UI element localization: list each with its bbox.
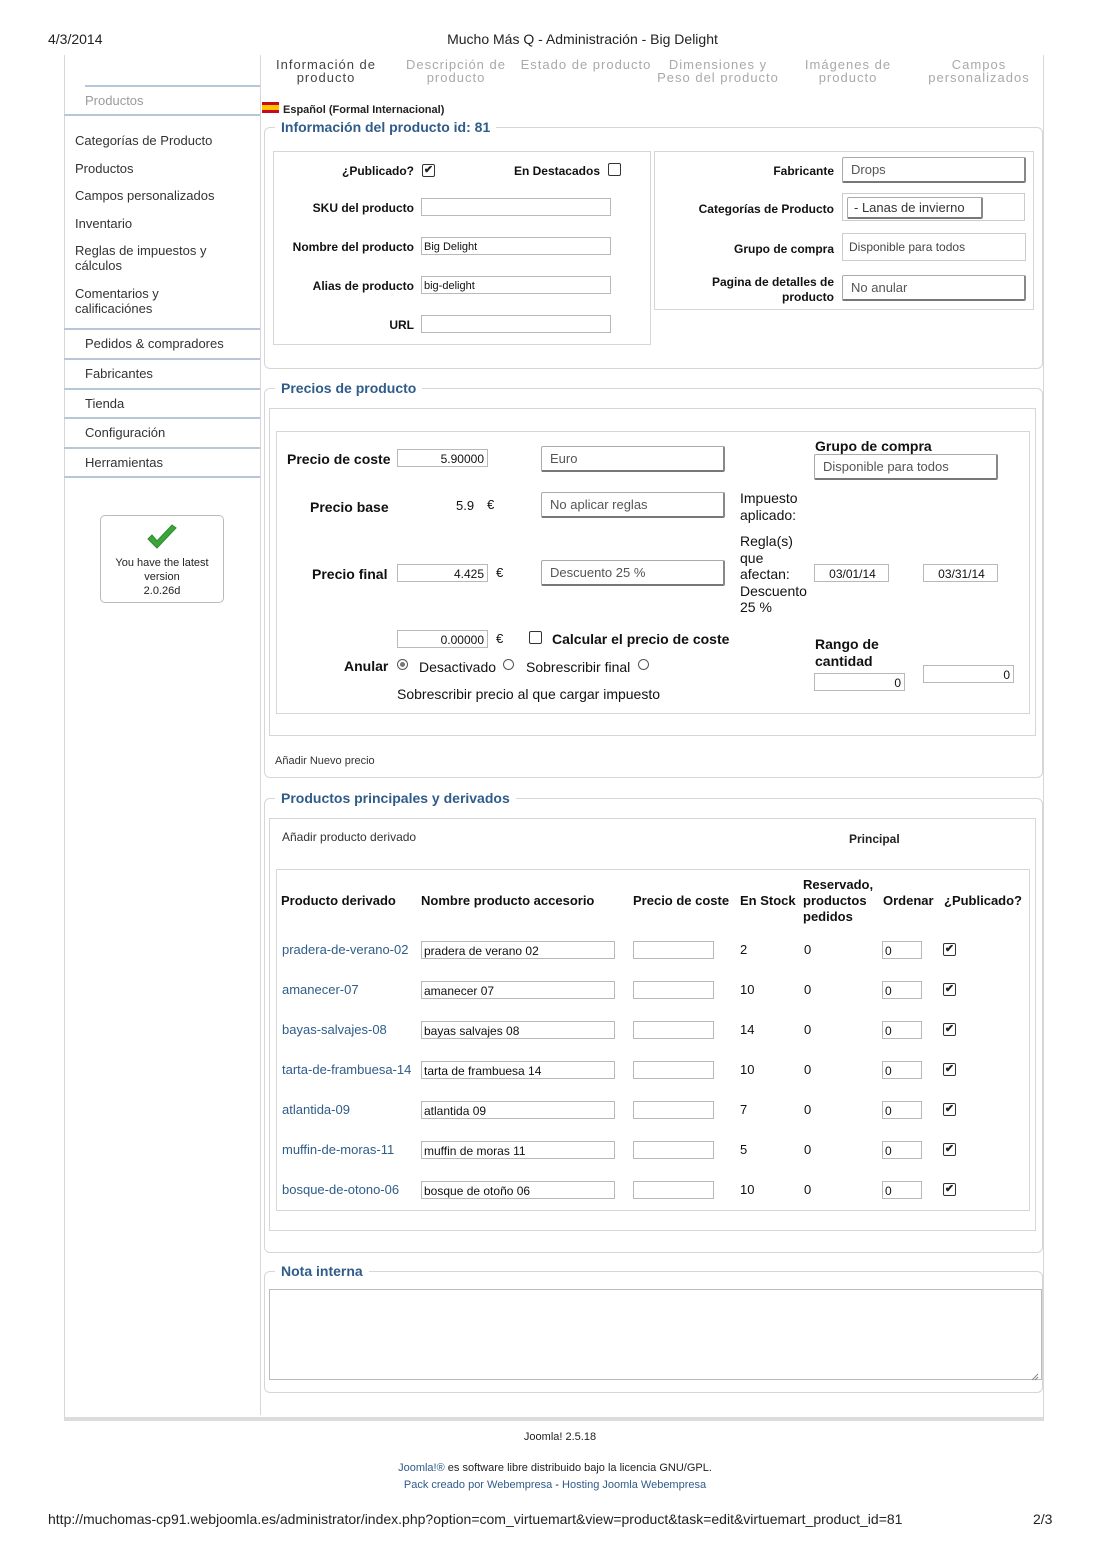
derived-legend: Productos principales y derivados <box>281 790 510 806</box>
derived-order-input[interactable]: 0 <box>882 1141 922 1159</box>
qty-from-input[interactable]: 0 <box>814 673 905 691</box>
final-euro: € <box>496 565 504 580</box>
derived-reserved: 0 <box>804 1062 812 1077</box>
rules-affect-text: Regla(s) que afectan: Descuento 25 % <box>740 533 807 615</box>
footer-sep: - <box>552 1479 563 1491</box>
base-value: 5.9 <box>456 498 475 513</box>
group-select[interactable]: Disponible para todos <box>842 233 1026 261</box>
override-disabled-radio[interactable] <box>397 659 408 670</box>
derived-order-input[interactable]: 0 <box>882 1101 922 1119</box>
col-stock: En Stock <box>740 893 796 908</box>
url-input[interactable] <box>421 315 611 333</box>
sidebar-item-tienda[interactable]: Tienda <box>64 388 260 417</box>
derived-cost-input[interactable] <box>633 1061 714 1079</box>
derived-reserved: 0 <box>804 942 812 957</box>
override-tax-label: Sobrescribir precio al que cargar impuesto <box>397 686 661 702</box>
derived-order-input[interactable]: 0 <box>882 941 922 959</box>
details-label: Pagina de detalles de producto <box>711 275 834 304</box>
tab-estado[interactable]: Estado de producto <box>520 57 652 72</box>
derived-name-input[interactable]: amanecer 07 <box>421 981 615 999</box>
prices-legend: Precios de producto <box>281 380 417 396</box>
derived-cost-input[interactable] <box>633 1141 714 1159</box>
note-legend: Nota interna <box>281 1263 363 1279</box>
sidebar-item-productos[interactable]: Productos <box>75 161 134 176</box>
sku-label: SKU del producto <box>312 201 414 215</box>
derived-cost-input[interactable] <box>633 1181 714 1199</box>
tab-imagenes[interactable]: Imágenes de producto <box>804 57 892 85</box>
price-group-select[interactable]: Disponible para todos <box>814 454 998 480</box>
derived-name-input[interactable]: bayas salvajes 08 <box>421 1021 615 1039</box>
tax-label: Impuesto aplicado: <box>740 490 798 523</box>
derived-order-input[interactable]: 0 <box>882 981 922 999</box>
derived-name-input[interactable]: atlantida 09 <box>421 1101 615 1119</box>
footer-license <box>0 1462 1100 1474</box>
footer-version: Joomla! 2.5.18 <box>523 1431 597 1443</box>
derived-slug-link[interactable]: bosque-de-otono-06 <box>282 1182 400 1197</box>
derived-published-checkbox[interactable]: ✔ <box>944 1023 955 1035</box>
sidebar <box>64 55 261 1415</box>
tab-informacion[interactable]: Información de producto <box>276 57 376 85</box>
discount-select[interactable]: Descuento 25 % <box>541 560 725 586</box>
cost-input[interactable]: 5.90000 <box>397 449 488 467</box>
name-label: Nombre del producto <box>292 240 414 254</box>
cost-label: Precio de coste <box>287 451 391 467</box>
page-url: http://muchomas-cp91.webjoomla.es/administrator/index.php?option=com_virtuemart&view=product&task=edit&virtuemart_product_id=81 <box>48 1511 903 1527</box>
override-final-radio[interactable] <box>503 659 514 670</box>
calc-cost-checkbox[interactable] <box>529 631 542 644</box>
base-euro: € <box>487 497 495 512</box>
col-publicado: ¿Publicado? <box>944 893 1022 908</box>
derived-published-checkbox[interactable]: ✔ <box>944 943 955 955</box>
license-text: es software libre distribuido bajo la licencia GNU/GPL. <box>444 1462 712 1474</box>
spain-flag-icon <box>262 102 279 113</box>
override-label: Anular <box>344 658 389 674</box>
category-select[interactable]: - Lanas de invierno <box>847 197 983 219</box>
col-nombre: Nombre producto accesorio <box>421 893 595 908</box>
page-number: 2/3 <box>1033 1511 1053 1527</box>
principal-label: Principal <box>849 832 900 846</box>
print-date: 4/3/2014 <box>48 31 103 47</box>
derived-cost-input[interactable] <box>633 1101 714 1119</box>
derived-reserved: 0 <box>804 1142 812 1157</box>
col-reservado: Reservado, productos pedidos <box>803 877 874 924</box>
sidebar-item-pedidos[interactable]: Pedidos & compradores <box>64 328 260 357</box>
note-textarea[interactable] <box>269 1289 1042 1380</box>
derived-slug-link[interactable]: tarta-de-frambuesa-14 <box>282 1062 412 1077</box>
webempresa-link[interactable]: Pack creado por Webempresa <box>403 1479 553 1491</box>
manufacturer-select[interactable]: Drops <box>842 157 1026 183</box>
override-tax-radio[interactable] <box>638 659 649 670</box>
alias-label: Alias de producto <box>312 279 414 293</box>
checkmark-icon <box>145 524 179 552</box>
manufacturer-label: Fabricante <box>773 164 834 178</box>
add-derived-link[interactable]: Añadir producto derivado <box>282 830 417 844</box>
date-from-input[interactable]: 03/01/14 <box>814 564 889 582</box>
derived-name-input[interactable]: muffin de moras 11 <box>421 1141 615 1159</box>
derived-order-input[interactable]: 0 <box>882 1061 922 1079</box>
derived-slug-link[interactable]: pradera-de-verano-02 <box>282 942 409 957</box>
sidebar-item-campos[interactable]: Campos personalizados <box>75 188 215 203</box>
price-group-label: Grupo de compra <box>815 438 932 454</box>
hosting-link[interactable]: Hosting Joomla Webempresa <box>562 1479 707 1491</box>
derived-stock: 14 <box>740 1022 755 1037</box>
qty-to-input[interactable]: 0 <box>923 665 1014 683</box>
col-derivado: Producto derivado <box>281 893 396 908</box>
language-label: Español (Formal Internacional) <box>283 104 445 116</box>
derived-published-checkbox[interactable]: ✔ <box>944 1183 955 1195</box>
derived-cost-input[interactable] <box>633 1021 714 1039</box>
version-text: You have the latest version <box>115 557 209 583</box>
derived-stock: 10 <box>740 982 755 997</box>
derived-cost-input[interactable] <box>633 981 714 999</box>
derived-stock: 10 <box>740 1062 755 1077</box>
published-checkbox[interactable]: ✔ <box>423 164 434 176</box>
override-euro: € <box>496 631 504 646</box>
final-label: Precio final <box>312 566 388 582</box>
derived-cost-input[interactable] <box>633 941 714 959</box>
derived-name-input[interactable]: pradera de verano 02 <box>421 941 615 959</box>
name-input[interactable]: Big Delight <box>421 237 611 255</box>
categories-label: Categorías de Producto <box>698 202 834 216</box>
version-number: 2.0.26d <box>143 585 181 597</box>
tab-campos[interactable]: Campos personalizados <box>928 57 1030 85</box>
derived-stock: 5 <box>740 1142 748 1157</box>
tab-descripcion[interactable]: Descripción de producto <box>406 57 506 85</box>
derived-stock: 7 <box>740 1102 748 1117</box>
base-label: Precio base <box>310 499 389 515</box>
published-label: ¿Publicado? <box>342 164 414 178</box>
footer-credits <box>0 1479 1100 1491</box>
derived-reserved: 0 <box>804 1022 812 1037</box>
details-select[interactable]: No anular <box>842 275 1026 301</box>
col-precio: Precio de coste <box>633 893 730 908</box>
currency-select[interactable]: Euro <box>541 446 725 472</box>
sidebar-divider <box>64 114 260 116</box>
joomla-link[interactable]: Joomla!® <box>398 1462 445 1474</box>
derived-reserved: 0 <box>804 982 812 997</box>
override-final-label: Sobrescribir final <box>526 659 631 675</box>
derived-stock: 10 <box>740 1182 755 1197</box>
tab-dimensiones[interactable]: Dimensiones y Peso del producto <box>657 57 779 85</box>
url-label: URL <box>389 318 414 332</box>
derived-published-checkbox[interactable]: ✔ <box>944 1143 955 1155</box>
sidebar-divider <box>85 85 260 87</box>
group-label: Grupo de compra <box>733 242 834 256</box>
derived-order-input[interactable]: 0 <box>882 1021 922 1039</box>
sidebar-item-comentarios[interactable]: Comentarios y calificaciónes <box>75 286 159 316</box>
qty-range-label: Rango de cantidad <box>815 636 879 669</box>
sidebar-item-configuracion[interactable]: Configuración <box>64 417 260 446</box>
override-disabled-label: Desactivado <box>419 659 497 675</box>
featured-label: En Destacados <box>513 164 600 178</box>
product-info-legend: Información del producto id: 81 <box>281 119 491 135</box>
derived-slug-link[interactable]: atlantida-09 <box>282 1102 350 1117</box>
derived-published-checkbox[interactable]: ✔ <box>944 1103 955 1115</box>
derived-order-input[interactable]: 0 <box>882 1181 922 1199</box>
sidebar-item-reglas[interactable]: Reglas de impuestos y cálculos <box>75 243 207 273</box>
calc-cost-label: Calcular el precio de coste <box>552 631 730 647</box>
page-title: Mucho Más Q - Administración - Big Delight <box>447 31 718 47</box>
derived-reserved: 0 <box>804 1182 812 1197</box>
derived-reserved: 0 <box>804 1102 812 1117</box>
derived-name-input[interactable]: tarta de frambuesa 14 <box>421 1061 615 1079</box>
resize-handle-icon[interactable] <box>1030 1368 1039 1377</box>
add-price-link[interactable]: Añadir Nuevo precio <box>275 755 375 767</box>
sidebar-item-inventario[interactable]: Inventario <box>75 216 133 231</box>
rules-select[interactable]: No aplicar reglas <box>541 492 725 518</box>
col-ordenar: Ordenar <box>883 893 934 908</box>
sidebar-item-fabricantes[interactable]: Fabricantes <box>64 358 260 387</box>
derived-name-input[interactable]: bosque de otoño 06 <box>421 1181 615 1199</box>
alias-input[interactable]: big-delight <box>421 276 611 294</box>
sidebar-section-productos[interactable]: Productos <box>85 93 144 108</box>
derived-published-checkbox[interactable]: ✔ <box>944 1063 955 1075</box>
version-box <box>100 515 224 603</box>
derived-slug-link[interactable]: muffin-de-moras-11 <box>282 1142 395 1157</box>
derived-slug-link[interactable]: amanecer-07 <box>282 982 359 997</box>
final-input[interactable]: 4.425 <box>397 564 488 582</box>
sidebar-item-herramientas[interactable]: Herramientas <box>64 447 260 478</box>
sidebar-item-categorias[interactable]: Categorías de Producto <box>75 133 213 148</box>
derived-slug-link[interactable]: bayas-salvajes-08 <box>282 1022 387 1037</box>
derived-published-checkbox[interactable]: ✔ <box>944 983 955 995</box>
date-to-input[interactable]: 03/31/14 <box>923 564 998 582</box>
featured-checkbox[interactable] <box>608 163 621 176</box>
override-input[interactable]: 0.00000 <box>397 630 488 648</box>
sku-input[interactable] <box>421 198 611 216</box>
derived-stock: 2 <box>740 942 748 957</box>
derived-table <box>276 869 1030 1211</box>
